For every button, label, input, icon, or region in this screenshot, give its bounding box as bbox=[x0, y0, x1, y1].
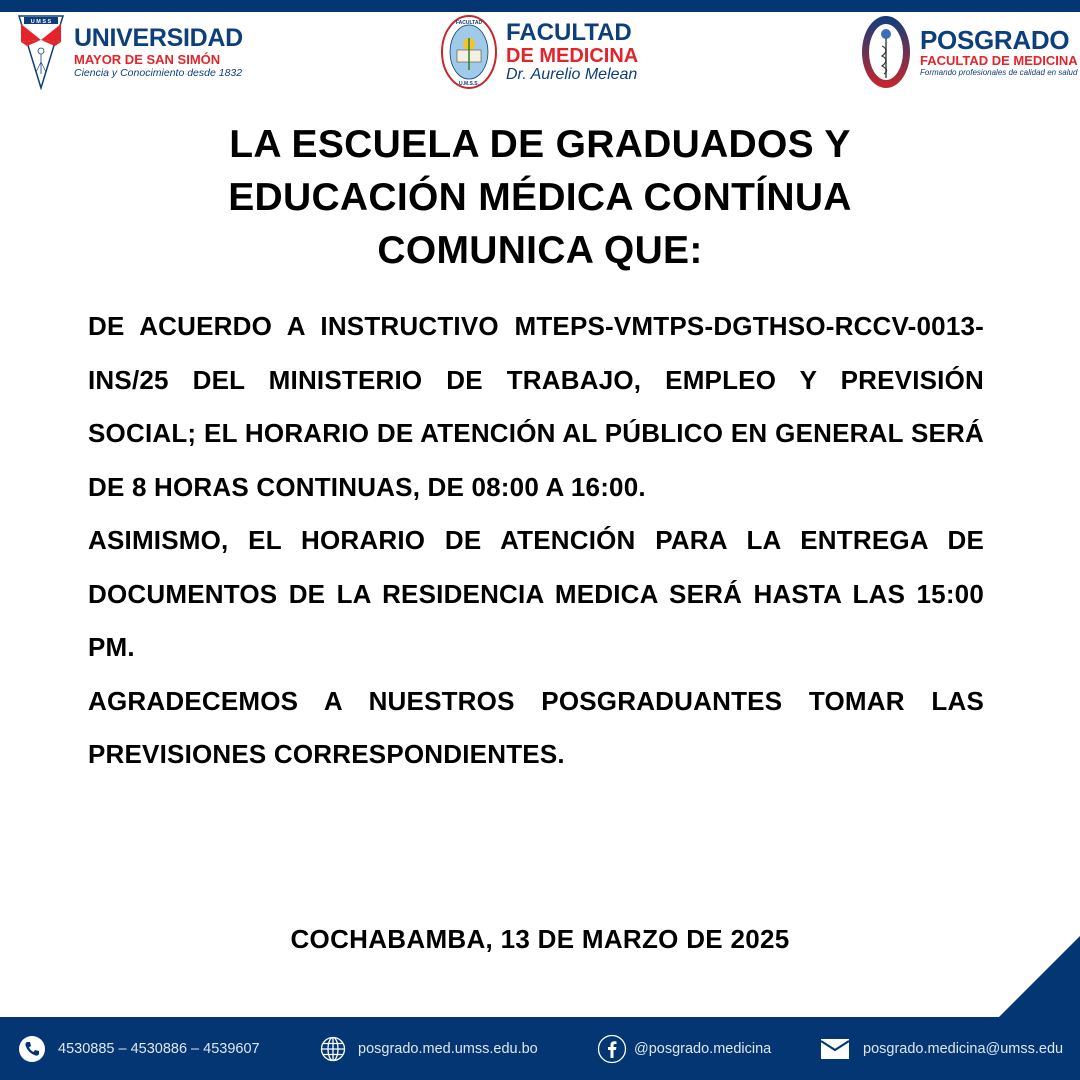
logo-posgrado bbox=[860, 14, 1078, 90]
notice-heading bbox=[100, 118, 980, 277]
paragraph-instructivo: DE ACUERDO A INSTRUCTIVO MTEPS-VMTPS-DGTHSO-RCCV-0013-INS/25 DEL MINISTERIO DE TRABAJO, EMPLEO Y PREVISIÓN SOCIAL; EL HORARIO DE ATENCIÓN AL PÚBLICO EN GENERAL SERÁ DE 8 HORAS CONTINUAS, DE 08:00 A 16:00. bbox=[88, 311, 984, 502]
paragraph-residencia: ASIMISMO, EL HORARIO DE ATENCIÓN PARA LA ENTREGA DE DOCUMENTOS DE LA RESIDENCIA MEDICA SERÁ HASTA LAS 15:00 PM. bbox=[88, 525, 984, 662]
website-url[interactable]: posgrado.med.umss.edu.bo bbox=[358, 1040, 538, 1057]
heading-line-1: LA ESCUELA DE GRADUADOS Y bbox=[229, 123, 851, 166]
notice-body bbox=[88, 300, 984, 782]
posgrado-tagline: Formando profesionales de calidad en salud bbox=[920, 68, 1078, 77]
footer-website[interactable] bbox=[320, 1017, 538, 1080]
facebook-icon bbox=[597, 1034, 627, 1064]
umss-subtitle: MAYOR DE SAN SIMÓN bbox=[74, 51, 221, 67]
umss-crest-icon bbox=[18, 14, 64, 90]
heading-line-3: COMUNICA QUE: bbox=[377, 229, 703, 272]
facebook-handle[interactable]: @posgrado.medicina bbox=[634, 1040, 772, 1057]
email-address[interactable]: posgrado.medicina@umss.edu bbox=[863, 1040, 1064, 1057]
logo-umss bbox=[18, 14, 243, 90]
globe-icon bbox=[320, 1036, 346, 1062]
posgrado-title: POSGRADO bbox=[920, 25, 1070, 55]
contact-footer bbox=[0, 1017, 1080, 1080]
mail-icon bbox=[821, 1039, 849, 1059]
svg-text:FACULTAD: FACULTAD bbox=[455, 20, 483, 26]
footer-facebook[interactable] bbox=[597, 1017, 771, 1080]
logo-facultad-medicina bbox=[440, 14, 638, 90]
svg-text:U M S S: U M S S bbox=[30, 19, 52, 25]
footer-phone bbox=[18, 1017, 260, 1080]
facultad-title: FACULTAD bbox=[506, 19, 632, 46]
posgrado-crest-icon bbox=[860, 14, 912, 90]
footer-email[interactable] bbox=[821, 1017, 1063, 1080]
umss-title: UNIVERSIDAD bbox=[74, 23, 243, 52]
top-accent-bar bbox=[0, 0, 1080, 12]
svg-text:U.M.S.S.: U.M.S.S. bbox=[458, 81, 480, 87]
facultad-crest-icon bbox=[440, 14, 498, 90]
phone-numbers: 4530885 – 4530886 – 4539607 bbox=[58, 1040, 260, 1057]
posgrado-subtitle: FACULTAD DE MEDICINA bbox=[920, 53, 1078, 68]
phone-icon bbox=[18, 1035, 46, 1063]
umss-tagline: Ciencia y Conocimiento desde 1832 bbox=[74, 66, 243, 79]
facultad-tagline: Dr. Aurelio Melean bbox=[506, 66, 638, 83]
heading-line-2: EDUCACIÓN MÉDICA CONTÍNUA bbox=[228, 176, 852, 219]
facultad-subtitle: DE MEDICINA bbox=[506, 45, 639, 67]
place-date: COCHABAMBA, 13 DE MARZO DE 2025 bbox=[290, 924, 790, 954]
paragraph-agradecimiento: AGRADECEMOS A NUESTROS POSGRADUANTES TOMAR LAS PREVISIONES CORRESPONDIENTES. bbox=[88, 685, 984, 769]
